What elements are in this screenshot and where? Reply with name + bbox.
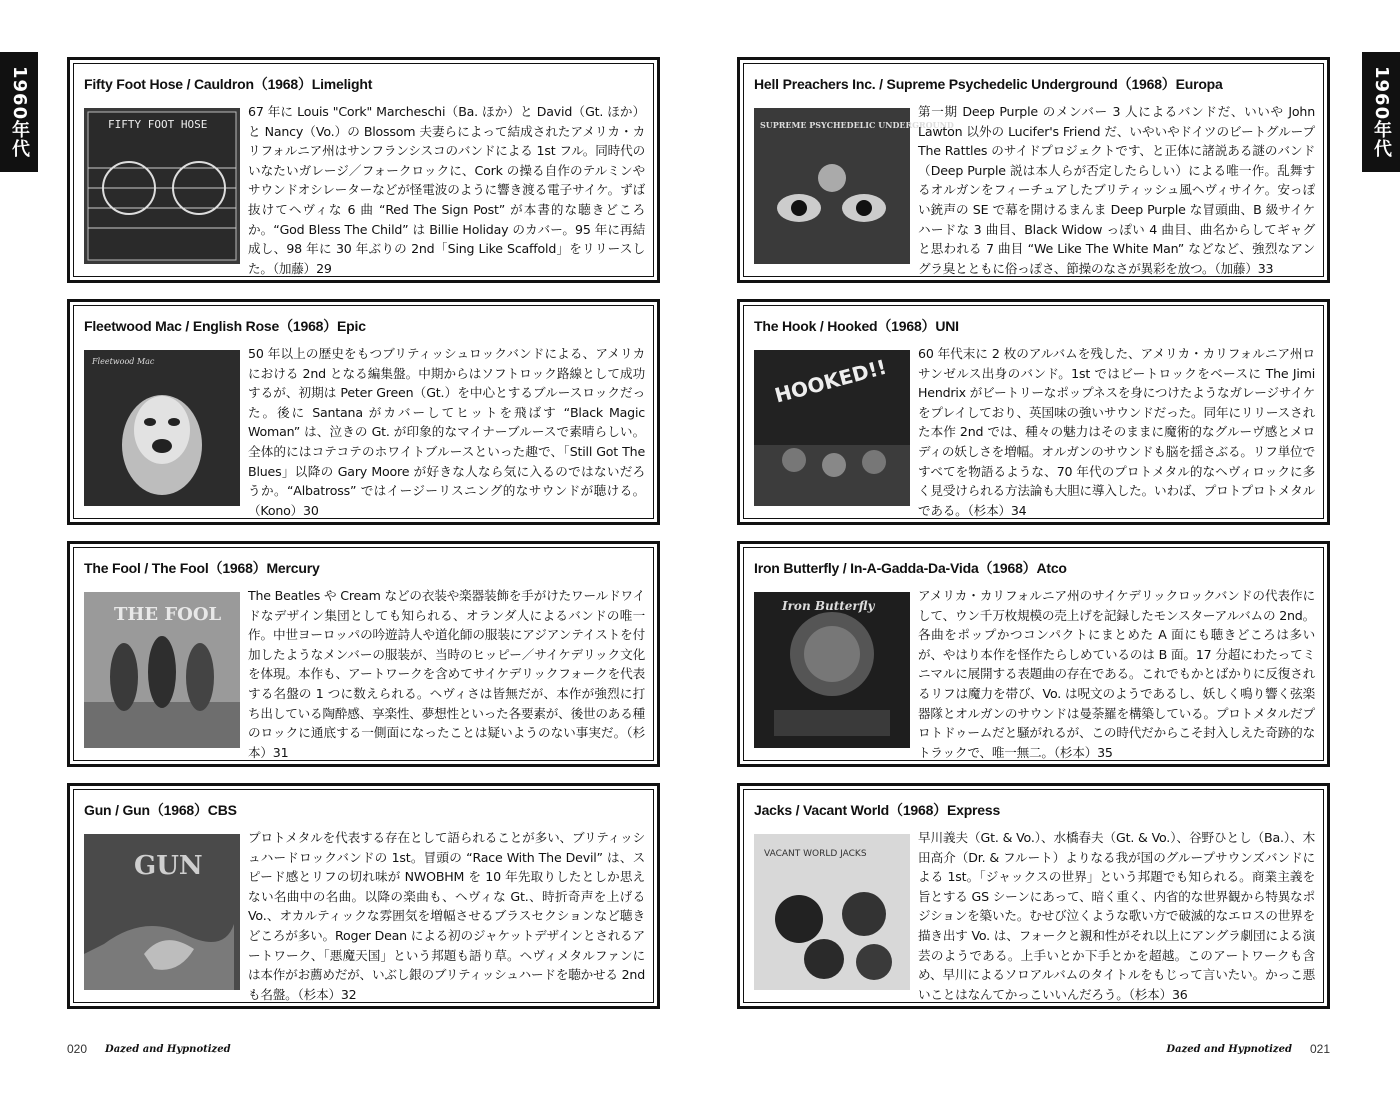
- brand-left: Dazed and Hypnotized: [105, 1043, 231, 1055]
- review-text: 50 年以上の歴史をもつブリティッシュロックバンドによる、アメリカにおける 2nd となる編集盤。中期からはソフトロック路線として成功するが、初期は Peter Green（Gt.）を中心とするブルースロックだった。後に Santana がカバーしてヒットを飛ばす “Black Magic Woman” は、泣きの Gt. が印象的なマイナーブルースで素晴らしい。全体的にはコテコテのホワイトブルースといった趣で、「Still Got The Blues」以降の Gary Moore が好きな人なら気に入るのではないだろうか。“Albatross” ではイージーリスニング的なサウンドが聴ける。（Kono）30: [248, 346, 645, 518]
- review-title: Fifty Foot Hose / Cauldron（1968）Limelight: [84, 76, 373, 92]
- album-cover-text: Iron Butterfly: [782, 599, 875, 613]
- review-card: [67, 299, 660, 525]
- album-cover: [84, 834, 240, 990]
- album-cover-text: HOOKED!!: [772, 354, 890, 408]
- album-cover: [754, 350, 910, 506]
- right-page-column: [737, 57, 1330, 1025]
- album-cover-text: FIFTY FOOT HOSE: [108, 118, 208, 131]
- review-title: Iron Butterfly / In-A-Gadda-Da-Vida（1968）Atco: [754, 560, 1067, 576]
- album-cover: [754, 834, 910, 990]
- album-cover-text: THE FOOL: [114, 604, 222, 625]
- side-tab-left: [0, 52, 38, 172]
- review-card: [737, 541, 1330, 767]
- album-cover: [84, 592, 240, 748]
- review-card: [737, 299, 1330, 525]
- review-card: [67, 541, 660, 767]
- review-title: Jacks / Vacant World（1968）Express: [754, 802, 1001, 818]
- review-title: The Hook / Hooked（1968）UNI: [754, 318, 959, 334]
- footer-left: [67, 1042, 231, 1056]
- review-text: 60 年代末に 2 枚のアルバムを残した、アメリカ・カリフォルニア州ロサンゼルス出身のバンド。1st ではビートロックをベースに The Jimi Hendrix がビートリーなポップネスを身につけたようなガレージサイケをプレイしており、英国味の強いサウンドだった。同年にリリースされた本作 2nd では、種々の魅力はそのままに魔術的なグルーヴ感とメロディの妖しさを増幅。オルガンのサウンドも脳を揺さぶる。リフ単位ですべてを物語るような、70 年代のプロトメタル的なヘヴィロックに多く見受けられる方法論も大胆に導入した。いわば、プロトプロトメタルである。（杉本）34: [918, 346, 1315, 518]
- album-cover-text: SUPREME PSYCHEDELIC UNDERGROUND: [760, 120, 954, 130]
- brand-right: Dazed and Hypnotized: [1166, 1043, 1292, 1055]
- review-card: [737, 783, 1330, 1009]
- page-number-left: 020: [67, 1042, 88, 1056]
- review-text: プロトメタルを代表する存在として語られることが多い、ブリティッシュハードロックバンドの 1st。冒頭の “Race With The Devil” は、スピード感とリフの切れ味が NWOBHM を 10 年先取りしたとしか思えない名曲中の名曲。以降の楽曲も、ヘヴィな Gt.、時折奇声を上げる Vo.、オカルティックな雰囲気を増幅させるブラスセクションなど聴きどころが多い。Roger Dean による初のジャケットデザインとされるアートワーク、「悪魔天国」という邦題も語り草。ヘヴィメタルファンには本作がお薦めだが、いぶし銀のブリティッシュハードを聴かせる 2nd も名盤。（杉本）32: [248, 830, 645, 1002]
- review-title: Hell Preachers Inc. / Supreme Psychedelic Underground（1968）Europa: [754, 76, 1223, 92]
- review-text: The Beatles や Cream などの衣装や楽器装飾を手がけたワールドワイドなデザイン集団としても知られる、オランダ人によるバンドの唯一作。中世ヨーロッパの吟遊詩人や道化師の服装にアジアンテイストを付加したようなメンバーの服装が、当時のヒッピー／サイケデリック文化を体現。本作も、アートワークを含めてサイケデリックフォークを代表する名盤の 1 つに数えられる。ヘヴィさは皆無だが、本作が強烈に打ち出している陶酔感、享楽性、夢想性といった各要素が、後世のある種のロックに通底する一側面になったことは疑いようのない事実だ。（杉本）31: [248, 588, 645, 760]
- review-text: 第一期 Deep Purple のメンバー 3 人によるバンドだ、いいや John Lawton 以外の Lucifer's Friend だ、いやいやドイツのビートグループ The Rattles のサイドプロジェクトです、と正体に諸説ある謎のバンド（Deep Purple 説は本人らが否定したらしい）による唯一作。乱舞するオルガンをフィーチュアしたブリティッシュ風ヘヴィサイケ。安っぽい銃声の SE で幕を開けるまんま Deep Purple な冒頭曲、B 級サイケハードな 3 曲目、Black Widow っぽい 4 曲目、曲名からしてギャグと思われる 7 曲目 “We Like The White Man” などなど、強烈なアングラ臭とともに俗っぽさ、節操のなさが異彩を放つ。（加藤）33: [918, 104, 1315, 276]
- side-tab-right-label: 1960年代: [1371, 65, 1392, 159]
- review-title: Fleetwood Mac / English Rose（1968）Epic: [84, 318, 366, 334]
- side-tab-left-label: 1960年代: [9, 65, 30, 159]
- page-number-right: 021: [1309, 1042, 1330, 1056]
- album-cover-text: VACANT WORLD JACKS: [764, 849, 867, 859]
- review-text: 早川義夫（Gt. & Vo.）、水橋春夫（Gt. & Vo.）、谷野ひとし（Ba.）、木田高介（Dr. & フルート）よりなる我が国のグループサウンズバンドによる 1st。「ジャックスの世界」という邦題でも知られる。商業主義を旨とする GS シーンにあって、暗く重く、内省的な世界観から特異なポジションを築いた。むせび泣くような歌い方で破滅的なエロスの世界を描き出す Vo. は、フォークと親和性がそれ以上にアングラ劇団による演芸のようである。上手いとか下手とかを超越。このアートワークも含め、早川によるソロアルバムのタイトルをもじって言いたい。かっこ悪いことはなんてかっこいいんだろう。（杉本）36: [918, 830, 1315, 1002]
- album-cover: [84, 350, 240, 506]
- footer-right: [1166, 1042, 1330, 1056]
- album-cover: [754, 108, 954, 264]
- review-text: アメリカ・カリフォルニア州のサイケデリックロックバンドの代表作にして、ウン千万枚規模の売上げを記録したモンスターアルバムの 2nd。各曲をポップかつコンパクトにまとめた A 面にも聴きどころは多いが、やはり本作を怪作たらしめているのは B 面。17 分超にわたってミニマルに展開する表題曲の存在である。これでもかとばかりに反復されるリフは魔力を帯び、Vo. は呪文のようであるし、妖しく鳴り響く弦楽器隊とオルガンのサウンドは曼荼羅を構築している。プロトメタルだプロトドゥームだと騒がれるが、この時代だからこそ封入しえた奇跡的なトラックで、唯一無二。（杉本）35: [918, 588, 1315, 760]
- review-card: [67, 783, 660, 1009]
- side-tab-right: [1362, 52, 1400, 172]
- review-card: [737, 57, 1330, 283]
- album-cover-text: GUN: [134, 851, 203, 881]
- review-title: Gun / Gun（1968）CBS: [84, 802, 237, 818]
- album-cover: [84, 108, 240, 264]
- album-cover: [754, 592, 910, 748]
- review-card: [67, 57, 660, 283]
- left-page-column: [67, 57, 660, 1025]
- album-cover-text: Fleetwood Mac: [92, 357, 155, 366]
- review-text: 67 年に Louis "Cork" Marcheschi（Ba. ほか）と David（Gt. ほか）と Nancy（Vo.）の Blossom 夫妻らによって結成されたアメリカ・カリフォルニア州はサンフランシスコのバンドによる 1st フル。同時代のいなたいガレージ／フォークロックに、Cork の操る自作のテルミンやサウンドオシレーターなどが怪電波のように響き渡る電子サイケ。ずば抜けてヘヴィな 6 曲 “Red The Sign Post” が本書的な聴きどころか。“God Bless The Child” は Billie Holiday のカバー。95 年に再結成し、98 年に 30 年ぶりの 2nd「Sing Like Scaffold」をリリースした。（加藤）29: [248, 104, 645, 276]
- review-title: The Fool / The Fool（1968）Mercury: [84, 560, 320, 576]
